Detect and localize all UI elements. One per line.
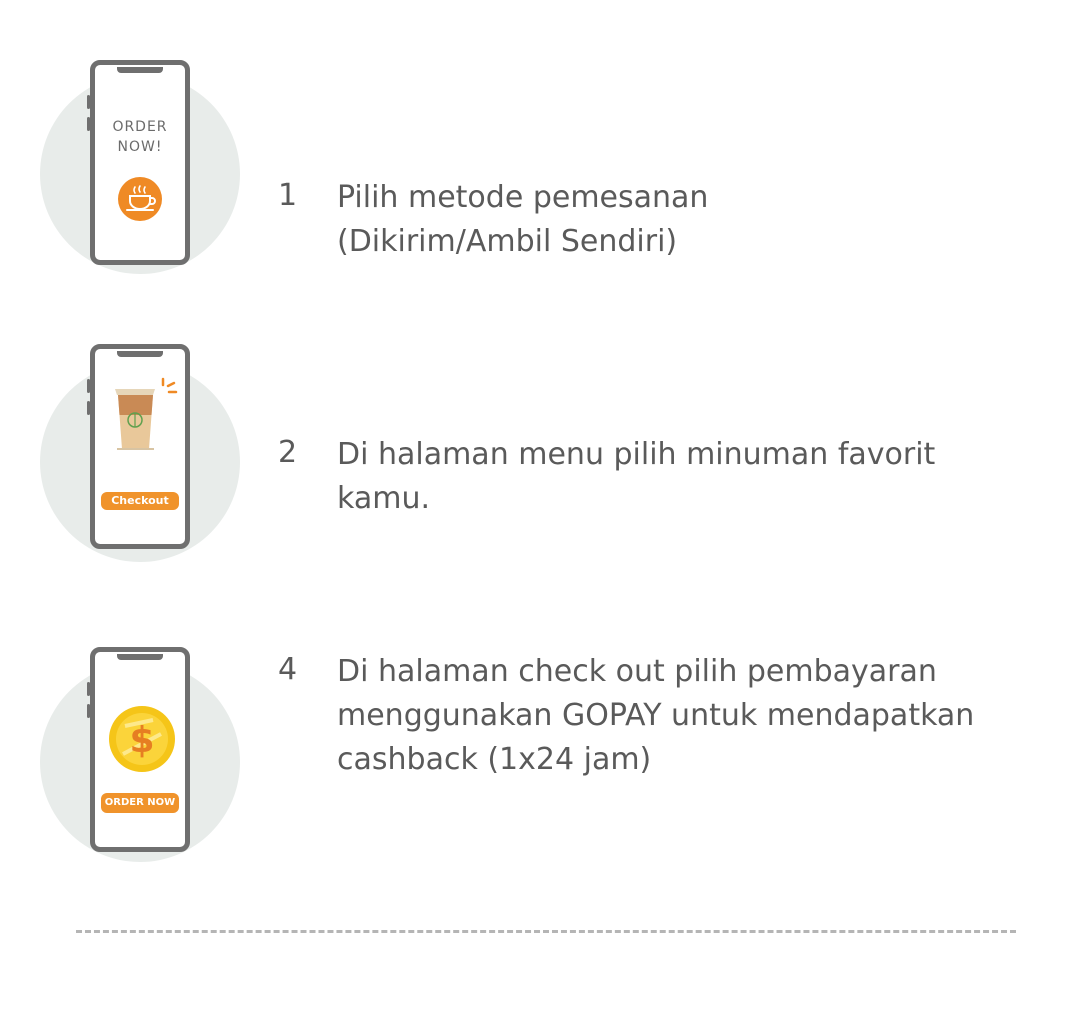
- step-text-line: cashback (1x24 jam): [337, 742, 652, 777]
- phone-icon: [90, 647, 190, 852]
- phone-side-button: [87, 682, 90, 696]
- phone-order-text: ORDER: [112, 119, 168, 135]
- dashed-divider: [76, 930, 1016, 933]
- step-text-line: Pilih metode pemesanan: [337, 180, 709, 215]
- checkout-button[interactable]: Checkout: [101, 492, 179, 510]
- step-number: 2: [278, 435, 298, 470]
- step-number: 4: [278, 652, 298, 687]
- order-now-button[interactable]: ORDER NOW: [101, 793, 179, 813]
- phone-side-button: [87, 704, 90, 718]
- dollar-coin-icon: [107, 704, 177, 774]
- step-4-illustration: [40, 0, 250, 900]
- svg-text:$: $: [129, 720, 155, 761]
- step-text-line: Di halaman menu pilih minuman favorit: [337, 437, 936, 472]
- phone-now-text: NOW!: [117, 139, 163, 155]
- step-description: [337, 176, 1057, 264]
- phone-notch: [117, 654, 163, 660]
- step-text-line: (Dikirim/Ambil Sendiri): [337, 224, 678, 259]
- step-description: [337, 433, 1057, 521]
- step-text-line: menggunakan GOPAY untuk mendapatkan: [337, 698, 975, 733]
- step-text-line: Di halaman check out pilih pembayaran: [337, 654, 937, 689]
- step-number: 1: [278, 178, 298, 213]
- step-description: [337, 650, 1057, 782]
- step-text-line: kamu.: [337, 481, 431, 516]
